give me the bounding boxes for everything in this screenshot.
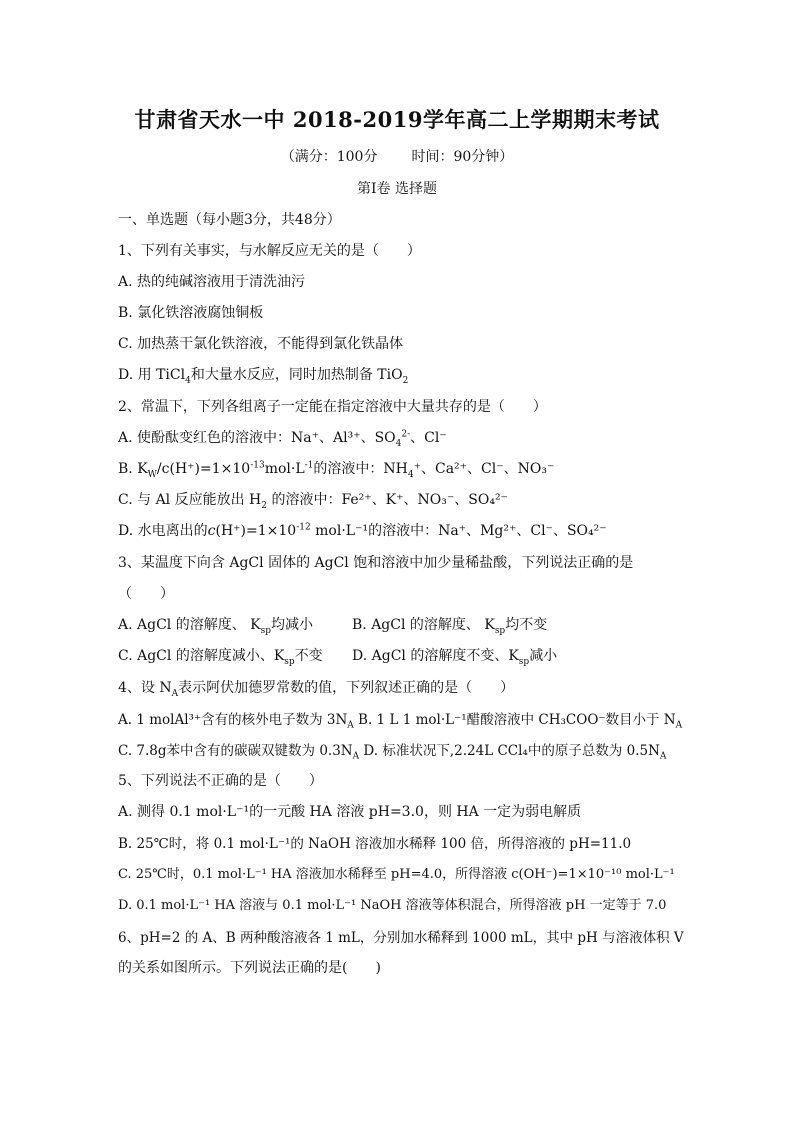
q5-option-b: B. 25℃时，将 0.1 mol·L⁻¹的 NaOH 溶液加水稀释 100 倍，所得溶液的 pH=11.0 bbox=[118, 836, 632, 852]
q2-option-a: A. 使酚酞变红色的溶液中：Na⁺、Al³⁺、$SO_4^{2-}$、Cl⁻ bbox=[118, 429, 447, 449]
q6-stem-line2: 的关系如图所示。下列说法正确的是( ) bbox=[118, 960, 381, 976]
q5-option-a: A. 测得 0.1 mol·L⁻¹的一元酸 HA 溶液 pH=3.0，则 HA 一定为弱电解质 bbox=[118, 804, 582, 820]
q3-paren: （ ） bbox=[118, 586, 174, 602]
q5-option-d: D. 0.1 mol·L⁻¹ HA 溶液与 0.1 mol·L⁻¹ NaOH 溶液等体积混合，所得溶液 pH 一定等于 7.0 bbox=[118, 898, 667, 913]
q2-option-d: D. 水电离出的$c(H^+)=1\times 10^{-12}$ mol·L⁻¹的溶液中：Na⁺、Mg²⁺、Cl⁻、SO₄²⁻ bbox=[118, 522, 607, 539]
exam-time: 时间：90分钟） bbox=[411, 149, 514, 165]
full-score: （满分：100分 bbox=[280, 149, 378, 165]
q1-option-c: C. 加热蒸干氯化铁溶液，不能得到氯化铁晶体 bbox=[118, 336, 404, 352]
q5-option-c: C. 25℃时，0.1 mol·L⁻¹ HA 溶液加水稀释至 pH=4.0，所得溶液 c(OH⁻)=1×10⁻¹⁰ mol·L⁻¹ bbox=[118, 867, 675, 882]
q6-stem-line1: 6、pH=2 的 A、B 两种酸溶液各 1 mL，分别加水稀释到 1000 mL，其中 pH 与溶液体积 V bbox=[118, 930, 684, 946]
q4-stem: 4、设 $N_A$表示阿伏加德罗常数的值，下列叙述正确的是（ ） bbox=[118, 680, 515, 699]
q4-options-ab: A. 1 molAl³⁺含有的核外电子数为 $3N_A$ B. 1 L 1 mol·L⁻¹醋酸溶液中 CH₃COO⁻数目小于 $N_A$ bbox=[118, 712, 683, 731]
q4-options-cd: C. 7.8g苯中含有的碳碳双键数为 $0.3N_A$ D. 标准状况下,2.24L CCl₄中的原子总数为 $0.5N_A$ bbox=[118, 743, 667, 762]
q2-option-c: C. 与 Al 反应能放出 $H_2$ 的溶液中：Fe²⁺、K⁺、NO₃⁻、SO₄²⁻ bbox=[118, 492, 508, 511]
q5-stem: 5、下列说法不正确的是（ ） bbox=[118, 773, 323, 789]
q1-option-d: D. 用 TiCl$_4$和大量水反应，同时加热制备 TiO$_2$ bbox=[118, 367, 409, 386]
q3-option-c: C. AgCl 的溶解度减小、$K_{sp}$不变 bbox=[118, 648, 323, 667]
q1-option-b: B. 氯化铁溶液腐蚀铜板 bbox=[118, 305, 264, 321]
exam-title: 甘肃省天水一中 2018-2019学年高二上学期期末考试 bbox=[134, 107, 660, 132]
part-heading: 一、单选题（每小题3分，共48分） bbox=[118, 212, 341, 228]
section-heading: 第Ⅰ卷 选择题 bbox=[357, 181, 437, 197]
q3-option-b: B. AgCl 的溶解度、 $K_{sp}$均不变 bbox=[352, 617, 548, 636]
exam-meta bbox=[0, 146, 794, 166]
q3-stem: 3、某温度下向含 AgCl 固体的 AgCl 饱和溶液中加少量稀盐酸，下列说法正确的是 bbox=[118, 555, 634, 571]
q3-option-d: D. AgCl 的溶解度不变、$K_{sp}$减小 bbox=[352, 648, 558, 667]
q2-option-b: B. $K_W/c(H^+)=1\times 10^{-13}mol\cdot L^{-1}$的溶液中：$NH_4^+$、Ca²⁺、Cl⁻、NO₃⁻ bbox=[118, 460, 555, 480]
q3-option-a: A. AgCl 的溶解度、 $K_{sp}$均减小 bbox=[118, 617, 314, 636]
q1-option-a: A. 热的纯碱溶液用于清洗油污 bbox=[118, 274, 306, 290]
q2-stem: 2、常温下，下列各组离子一定能在指定溶液中大量共存的是（ ） bbox=[118, 399, 547, 415]
q1-stem: 1、下列有关事实，与水解反应无关的是（ ） bbox=[118, 243, 421, 259]
